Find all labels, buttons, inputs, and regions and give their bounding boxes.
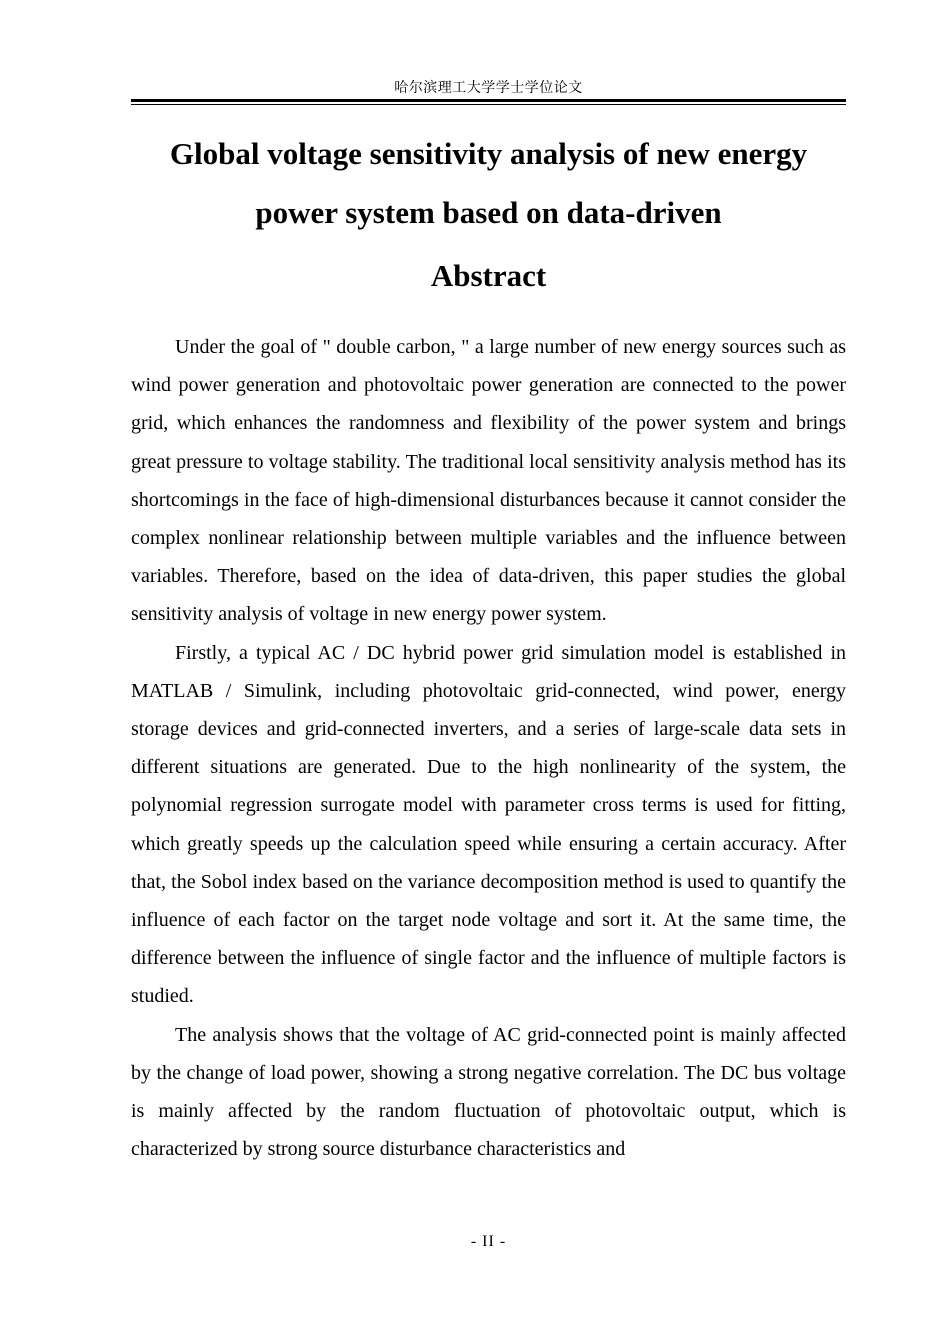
thesis-title (131, 124, 846, 242)
abstract-paragraph-1: Under the goal of " double carbon, " a large number of new energy sources such as wind power generation and photovoltaic power generation are connected to the power grid, which enhances the randomness and flexibility of the power system and brings great pressure to voltage stability. The traditional local sensitivity analysis method has its shortcomings in the face of high-dimensional disturbances because it cannot consider the complex nonlinear relationship between multiple variables and the influence between variables. Therefore, based on the idea of data-driven, this paper studies the global sensitivity analysis of voltage in new energy power system. (131, 336, 846, 626)
thesis-title-line-2: power system based on data-driven (255, 195, 722, 230)
running-header: 哈尔滨理工大学学士学位论文 (394, 80, 583, 96)
header-rule-thin (131, 104, 846, 105)
abstract-body (131, 328, 846, 1168)
abstract-heading: Abstract (430, 258, 547, 293)
abstract-paragraph-3: The analysis shows that the voltage of AC grid-connected point is mainly affected by the change of load power, showing a strong negative correlation. The DC bus voltage is mainly affected by the random fluctuation of photovoltaic output, which is characterized by strong source disturbance characteristics and (131, 1023, 846, 1161)
abstract-paragraph-2: Firstly, a typical AC / DC hybrid power grid simulation model is established in MATLAB / Simulink, including photovoltaic grid-connected, wind power, energy storage devices and grid-connected inverters, and a series of large-scale data sets in different situations are generated. Due to the high nonlinearity of the system, the polynomial regression surrogate model with parameter cross terms is used for fitting, which greatly speeds up the calculation speed while ensuring a certain accuracy. After that, the Sobol index based on the variance decomposition method is used to quantify the influence of each factor on the target node voltage and sort it. At the same time, the difference between the influence of single factor and the influence of multiple factors is studied. (131, 641, 846, 1008)
thesis-title-line-1: Global voltage sensitivity analysis of new energy (169, 136, 808, 171)
page-number: - II - (470, 1233, 507, 1250)
header-rule-thick (131, 99, 846, 102)
